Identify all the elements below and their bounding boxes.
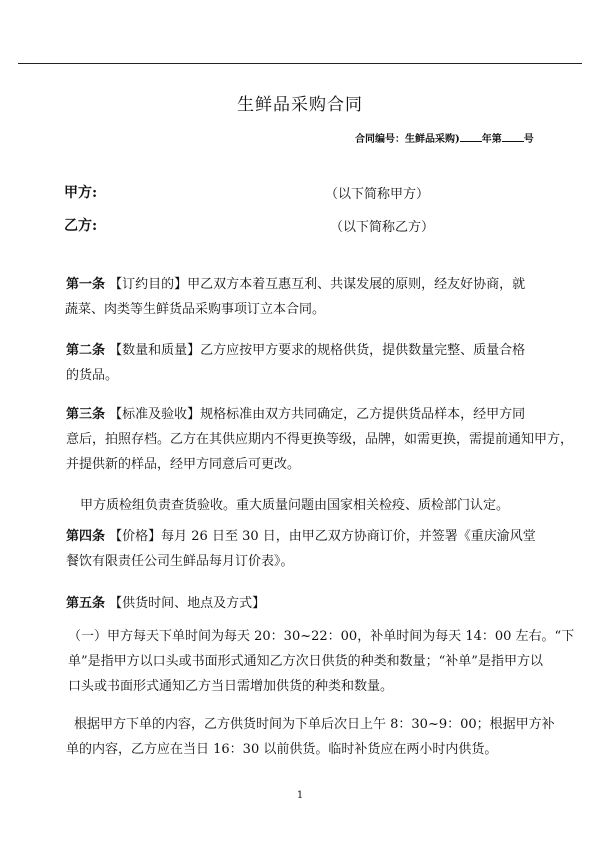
clause-3-line-2: 意后，拍照存档。乙方在其供应期内不得更换等级，品牌，如需更换，需提前通知甲方， (66, 432, 574, 447)
contract-number-prefix: 合同编号：生鲜品采购) (355, 134, 460, 145)
party-a-label: 甲方: (64, 185, 98, 201)
clause-2 (66, 338, 536, 388)
clause-5-item-1-line-2: 单”是指甲方以口头或书面形式通知乙方次日供货的种类和数量；“补单”是指甲方以 (68, 654, 543, 669)
header-rule (18, 63, 582, 64)
contract-number-suffix: 号 (523, 134, 534, 145)
contract-number-year: 年第 (481, 134, 502, 145)
clause-2-line-1: 【数量和质量】乙方应按甲方要求的规格供货，提供数量完整、质量合格 (109, 343, 526, 358)
contract-year-blank (460, 131, 482, 142)
clause-1 (66, 272, 536, 322)
clause-5-item-2 (66, 712, 555, 762)
clause-5-item-2-line-1: 根据甲方下单的内容，乙方供货时间为下单后次日上午 8：30~9：00；根据甲方补 (74, 717, 555, 732)
clause-5-item-1-line-1: （一）甲方每天下单时间为每天 20：30~22：00，补单时间为每天 14：00 左右。“下 (68, 629, 575, 644)
clause-5-heading: 第五条 (66, 596, 106, 611)
document-title: 生鲜品采购合同 (237, 95, 363, 115)
clause-3-line-3: 并提供新的样品，经甲方同意后可更改。 (66, 457, 301, 472)
party-b-note: （以下简称乙方） (330, 220, 435, 235)
clause-3-extra-line: 甲方质检组负责查货验收。重大质量问题由国家相关检疫、质检部门认定。 (80, 498, 510, 513)
clause-3-extra (80, 493, 550, 518)
clause-5-item-1-line-3: 口头或书面形式通知乙方当日需增加供货的种类和数量。 (68, 679, 394, 694)
clause-1-line-1: 【订约目的】甲乙双方本着互惠互利、共谋发展的原则，经友好协商，就 (109, 277, 526, 292)
clause-1-line-2: 蔬菜、肉类等生鲜货品采购事项订立本合同。 (65, 302, 326, 317)
clause-3-line-1: 【标准及验收】规格标准由双方共同确定，乙方提供货品样本，经甲方同 (109, 407, 526, 422)
clause-5 (66, 591, 536, 616)
clause-2-heading: 第二条 (66, 343, 106, 358)
contract-number (355, 130, 534, 145)
contract-serial-blank (502, 131, 524, 142)
clause-4-heading: 第四条 (66, 529, 106, 544)
clause-4-line-2: 餐饮有限责任公司生鲜品每月订价表》。 (66, 554, 294, 569)
clause-5-title: 【供货时间、地点及方式】 (109, 596, 266, 611)
clause-1-heading: 第一条 (66, 277, 106, 292)
clause-5-item-1 (68, 624, 575, 699)
clause-3 (66, 402, 574, 477)
clause-5-item-2-line-2: 单的内容，乙方应在当日 16：30 以前供货。临时补货应在两小时内供货。 (66, 742, 498, 757)
clause-4-line-1: 【价格】每月 26 日至 30 日，由甲乙双方协商订价，并签署《重庆渝风堂 (109, 529, 536, 544)
party-a-note: （以下简称甲方） (325, 187, 430, 202)
clause-4 (66, 524, 536, 574)
clause-2-line-2: 的货品。 (66, 368, 119, 383)
page-number: 1 (296, 790, 304, 801)
clause-3-heading: 第三条 (66, 407, 106, 422)
party-b-label: 乙方: (64, 218, 98, 234)
